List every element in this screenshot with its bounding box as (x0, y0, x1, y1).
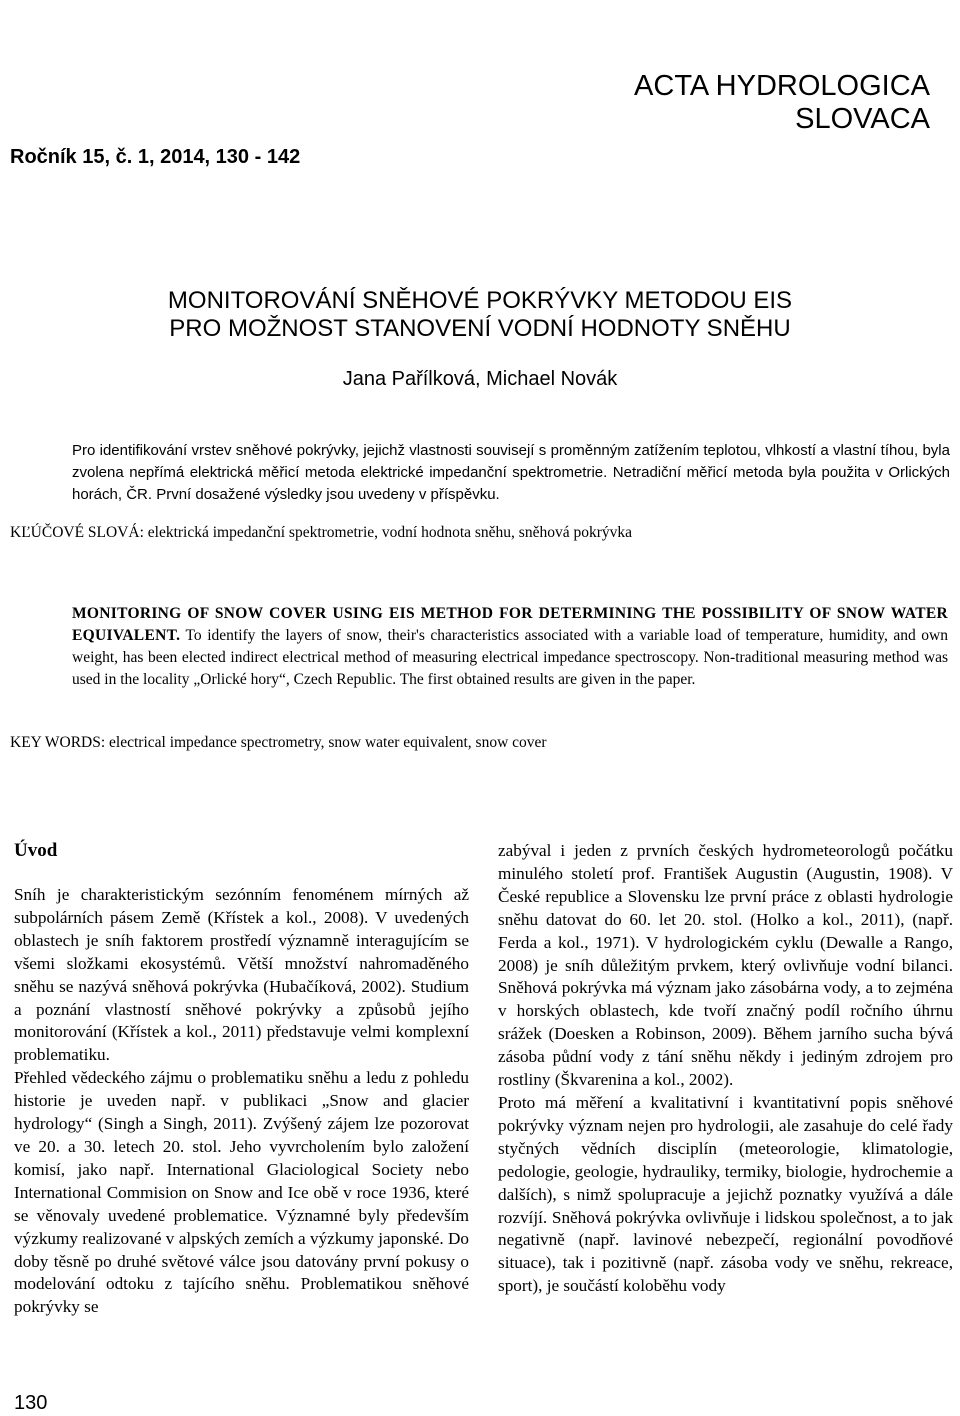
journal-name-line2: SLOVACA (795, 103, 930, 135)
abstract-english-title: MONITORING OF SNOW COVER USING EIS METHOD FOR DETERMINING THE POSSIBILITY OF SNOW WATER EQUIVALENT. (72, 605, 948, 644)
paper-title-line1: MONITOROVÁNÍ SNĚHOVÉ POKRÝVKY METODOU EIS (167, 287, 793, 314)
body-paragraph: Sníh je charakteristickým sezónním fenoménem mírných až subpolárních pásem Země (Křístek a kol., 2008). V uvedených oblastech je sníh faktorem prostředí významně interagujícím se všemi složkami ekosystémů. Větší množství nahromaděného sněhu se nazývá sněhová pokrývka (Hubačíková, 2002). Studium a poznání vlastností sněhové pokrývky a způsobů jejího monitorování (Křístek a kol., 2011) představuje velmi komplexní problematiku. (14, 885, 469, 1065)
keywords-czech: KĽÚČOVÉ SLOVÁ: elektrická impedanční spektrometrie, vodní hodnota sněhu, sněhová pokrývka (10, 524, 633, 541)
section-heading: Úvod (14, 840, 58, 861)
body-left-column (14, 840, 469, 1319)
body-right-column (498, 840, 953, 1298)
abstract-czech: Pro identifikování vrstev sněhové pokrývky, jejichž vlastnosti souvisejí s proměnným zatížením teplotou, vlhkostí a vlastní tíhou, byla zvolena nepřímá elektrická měřicí metoda elektrické impedanční spektrometrie. Netradiční měřicí metoda byla použita v Orlických horách, ČR. První dosažené výsledky jsou uvedeny v příspěvku. (72, 442, 950, 503)
journal-name (560, 70, 930, 136)
abstract-english-text: To identify the layers of snow, their's characteristics associated with a variable load of temperature, humidity, and own weight, has been elected indirect electrical method of measuring electrical impedance spectroscopy. Non-traditional measuring method was used in the locality „Orlické hory“, Czech Republic. The first obtained results are given in the paper. (72, 627, 948, 688)
volume-info: Ročník 15, č. 1, 2014, 130 - 142 (10, 146, 301, 168)
body-paragraph: zabýval i jeden z prvních českých hydrometeorologů počátku minulého století prof. František Augustin (Augustin, 1908). V České republice a Slovensku lze první práce z oblasti hydrologie sněhu datovat do 60. let 20. stol. (Holko a kol., 2011), (např. Ferda a kol., 1971). V hydrologickém cyklu (Dewalle a Rango, 2008) je sníh důležitým prvkem, který ovlivňuje vodní bilanci. Sněhová pokrývka má význam jako zásobárna vody, a to zejména v horských oblastech, kde tvoří značný podíl ročního úhrnu srážek (Doesken a Robinson, 2009). Během jarního sucha bývá zásoba půdní vody z tání sněhu někdy i jediným zdrojem pro rostliny (Škvarenina a kol., 2002). (498, 841, 953, 1090)
authors: Jana Pařílková, Michael Novák (342, 368, 618, 390)
page-number: 130 (14, 1392, 48, 1414)
paper-title-line2: PRO MOŽNOST STANOVENÍ VODNÍ HODNOTY SNĚHU (169, 315, 791, 342)
body-paragraph: Proto má měření a kvalitativní i kvantitativní popis sněhové pokrývky význam nejen pro hydrologii, ale zasahuje do celé řady styčných vědních disciplín (meteorologie, klimatologie, pedologie, geologie, hydrauliky, termiky, biologie, hydrochemie a dalších), s nimž spolupracuje a jejichž poznatky využívá a dále rozvíjí. Sněhová pokrývka ovlivňuje i lidskou společnost, a to jak negativně (např. lavinové nebezpečí, regionální povodňové situace), tak i pozitivně (např. zásoba vody ve sněhu, rekreace, sport), je součástí koloběhu vody (498, 1092, 953, 1296)
abstract-english (72, 603, 948, 691)
paper-title (0, 287, 960, 343)
journal-name-line1: ACTA HYDROLOGICA (634, 70, 930, 102)
body-paragraph: Přehled vědeckého zájmu o problematiku sněhu a ledu z pohledu historie je uveden např. v publikaci „Snow and glacier hydrology“ (Singh a Singh, 2011). Zvýšený zájem lze pozorovat ve 20. a 30. letech 20. stol. Jeho vyvrcholením bylo založení komisí, jako např. International Glaciological Society nebo International Commision on Snow and Ice obě v roce 1936, které se věnovaly uvedené problematice. Významné byly především výzkumy realizované v alpských zemích a výzkumy japonské. Do doby těsně po druhé světové válce jsou datovány první pokusy o modelování odtoku z tajícího sněhu. Problematikou sněhové pokrývky se (14, 1068, 469, 1317)
keywords-english: KEY WORDS: electrical impedance spectrometry, snow water equivalent, snow cover (10, 734, 547, 751)
